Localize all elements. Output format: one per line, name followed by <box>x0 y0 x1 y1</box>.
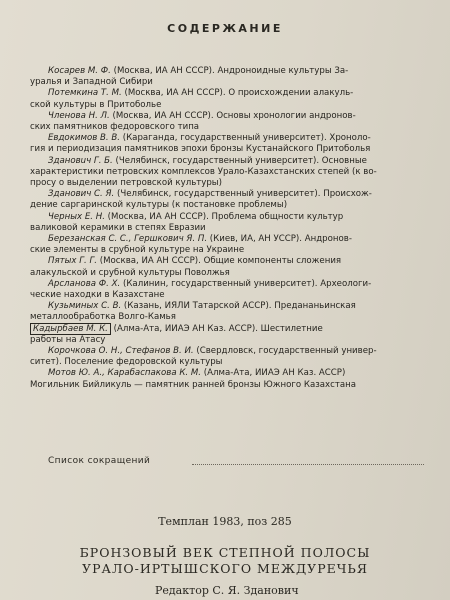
entry-text: (Москва, ИА АН СССР). Общие компоненты сложения <box>97 256 342 267</box>
toc-entry <box>30 256 444 278</box>
entry-text: (Караганда, государственный университет). Хроноло- <box>120 133 371 144</box>
entry-text: (Москва, ИА АН СССР). Основы хронологии андронов- <box>109 110 356 121</box>
table-of-contents <box>30 66 444 391</box>
entry-author: Членова Н. Л. <box>48 110 110 121</box>
entry-author: Здановuч Г. Б. <box>48 155 113 166</box>
book-title-line-2: УРАЛО-ИРТЫШСКОГО МЕЖДУРЕЧЬЯ <box>82 561 368 576</box>
entry-text: (Москва, ИА АН СССР). О происхождении алакуль- <box>121 88 354 99</box>
abbreviations-entry: Список сокращений <box>48 456 151 466</box>
entry-text: характеристики петровских комплексов Урало-Казахстанских степей (к во- <box>30 166 377 177</box>
entry-author: Черных Е. Н. <box>48 211 105 222</box>
contents-heading: СОДЕРЖАНИЕ <box>167 22 283 35</box>
entry-author: Арсланова Ф. Х. <box>48 278 121 289</box>
entry-text: Могильник Бийликуль — памятник ранней бронзы Южного Казахстана <box>30 379 357 390</box>
entry-author: Пятых Г. Г. <box>48 256 98 267</box>
dotted-leader <box>192 464 424 465</box>
entry-text: (Алма-Ата, ИИАЭ АН Каз. АССР) <box>201 368 346 379</box>
entry-author: Мотов Ю. А., Карабаспакова К. М. <box>48 368 202 379</box>
entry-text: гия и периодизация памятников эпохи бронзы Кустанайского Притоболья <box>30 144 371 155</box>
entry-text: (Калинин, государственный университет). Археологи- <box>120 278 372 289</box>
entry-text: уралья и Западной Сибири <box>30 77 153 88</box>
book-title-line-1: БРОНЗОВЫЙ ВЕК СТЕПНОЙ ПОЛОСЫ <box>79 545 371 560</box>
editor-line: Редактор С. Я. Зданович <box>155 584 299 597</box>
toc-entry <box>30 301 444 323</box>
entry-text: (Москва, ИА АН СССР). Андроноидные культуры За- <box>110 66 349 76</box>
entry-text: (Москва, ИА АН СССР). Проблема общности культур <box>104 211 344 222</box>
toc-entry <box>30 279 444 301</box>
entry-author: Березанская С. С., Гершкович Я. П. <box>48 234 208 245</box>
entry-text: валиковой керамики в степях Евразии <box>30 222 206 233</box>
entry-text: (Свердловск, государственный универ- <box>193 346 377 357</box>
entry-author: Зданович С. Я. <box>48 189 115 200</box>
entry-text: (Казань, ИЯЛИ Татарской АССР). Предананьинская <box>121 301 356 312</box>
toc-entry <box>30 88 444 110</box>
entry-text: (Киев, ИА, АН УССР). Андронов- <box>207 234 352 245</box>
toc-entry <box>30 324 444 346</box>
toc-entry <box>30 212 444 234</box>
entry-text: ческие находки в Казахстане <box>30 290 165 301</box>
toc-entry <box>30 189 444 211</box>
toc-entry <box>30 111 444 133</box>
entry-text: ские элементы в срубной культуре на Украине <box>30 245 245 256</box>
entry-text: (Челябинск, государственный университет). Основные <box>112 155 367 166</box>
entry-text: (Челябинск, государственный университет). Происхож- <box>114 189 372 200</box>
toc-entry <box>30 66 444 88</box>
toc-entry <box>30 368 444 390</box>
entry-author-boxed: Кадырбаев М. К. <box>30 323 111 335</box>
book-title <box>0 545 450 577</box>
entry-text: работы на Атасу <box>30 334 106 345</box>
entry-text: ских памятников федоровского типа <box>30 122 200 133</box>
entry-author: Косарев М. Ф. <box>48 66 111 76</box>
entry-text: ситет). Поселение федоровской культуры <box>30 357 223 368</box>
toc-entry <box>30 234 444 256</box>
entry-author: Евдокимов В. В. <box>48 133 120 144</box>
entry-text: дение саргаринской культуры (к постановке проблемы) <box>30 200 288 211</box>
toc-entry <box>30 133 444 155</box>
toc-entry <box>30 156 444 190</box>
entry-text: (Алма-Ата, ИИАЭ АН Каз. АССР). Шестилетние <box>110 323 323 334</box>
entry-author: Корочкова О. Н., Стефанов В. И. <box>48 346 194 357</box>
entry-text: просу о выделении петровской культуры) <box>30 178 222 189</box>
entry-author: Потемкина Т. М. <box>48 88 122 99</box>
entry-text: алакульской и срубной культуры Поволжья <box>30 267 230 278</box>
entry-author: Кузьминых С. В. <box>48 301 122 312</box>
entry-text: металлообработка Волго-Камья <box>30 312 176 323</box>
entry-text: ской культуры в Притоболье <box>30 99 162 110</box>
templan-line: Темплан 1983, поз 285 <box>158 515 292 528</box>
toc-entry <box>30 346 444 368</box>
